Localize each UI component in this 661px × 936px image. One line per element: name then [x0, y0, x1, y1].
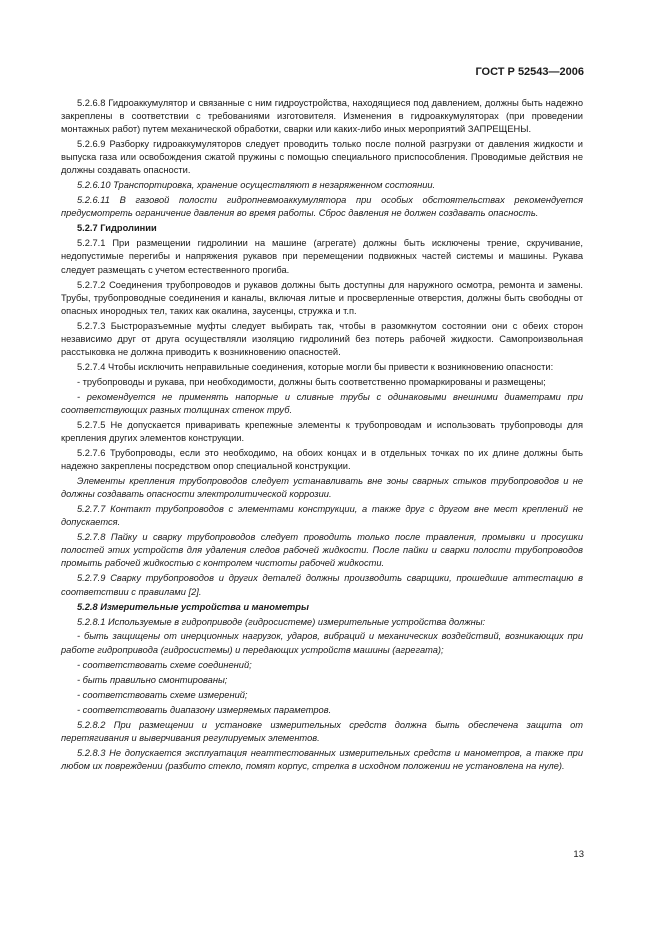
- paragraph: 5.2.8.2 При размещении и установке измерительных средств должна быть обеспечена защита от перетягивания и выверчивания регулируемых элементов.: [61, 719, 583, 743]
- paragraph: 5.2.7.8 Пайку и сварку трубопроводов следует проводить только после травления, промывки и просушки полостей этих устройств для удаления следов рабочей жидкости. После пайки и сварки полости трубопроводов промыть рабочей жидкостью с контролем чистоты рабочей жидкости.: [61, 532, 583, 569]
- paragraph: - соответствовать схеме измерений;: [77, 689, 248, 700]
- paragraph: 5.2.7.6 Трубопроводы, если это необходимо, на обоих концах и в отдельных точках по их длине должны быть надежно закреплены посредством опор специальной конструкции.: [61, 448, 583, 472]
- paragraph: - быть правильно смонтированы;: [77, 674, 228, 685]
- paragraph: 5.2.7.7 Контакт трубопроводов с элементами конструкции, а также друг с другом вне мест креплений не допускается.: [61, 504, 583, 528]
- paragraph: 5.2.7.4 Чтобы исключить неправильные соединения, которые могли бы привести к возникновению опасности:: [77, 361, 554, 372]
- paragraph: - быть защищены от инерционных нагрузок, ударов, вибраций и механических воздействий, возникающих при работе гидропривода (гидросистемы) и передающих устройств машины (агрегата);: [61, 631, 583, 655]
- page-number: 13: [573, 849, 584, 860]
- paragraph: 5.2.7.2 Соединения трубопроводов и рукавов должны быть доступны для наружного осмотра, ремонта и замены. Трубы, трубопроводные соединения и каналы, включая литые и просверленные отверстия, должны быть свободны от опасных инородных тел, таких как окалина, заусенцы, стружка и т.п.: [61, 279, 583, 316]
- paragraph: 5.2.6.11 В газовой полости гидропневмоаккумулятора при особых обстоятельствах рекомендуется предусмотреть ограничение давления во время работы. Сброс давления не должен создавать опасность.: [61, 195, 583, 219]
- paragraph: - соответствовать схеме соединений;: [77, 659, 252, 670]
- paragraph: 5.2.7.9 Сварку трубопроводов и других деталей должны производить сварщики, прошедшие аттестацию в соответствии с правилами [2].: [61, 573, 583, 597]
- document-id: ГОСТ Р 52543—2006: [475, 66, 584, 78]
- section-heading: 5.2.7 Гидролинии: [77, 223, 157, 234]
- paragraph: - трубопроводы и рукава, при необходимости, должны быть соответственно промаркированы и размещены;: [77, 376, 546, 387]
- paragraph: 5.2.7.1 При размещении гидролинии на машине (агрегате) должны быть исключены трение, скручивание, недопустимые перегибы и напряжения рукавов при перемещении подвижных частей системы и машины. Рукава следует размещать с учетом естественного прогиба.: [61, 238, 583, 275]
- paragraph: - соответствовать диапазону измеряемых параметров.: [77, 704, 332, 715]
- section-heading: 5.2.8 Измерительные устройства и манометры: [77, 601, 309, 612]
- paragraph: 5.2.6.10 Транспортировка, хранение осуществляют в незаряженном состоянии.: [77, 180, 436, 191]
- paragraph: 5.2.8.3 Не допускается эксплуатация неаттестованных измерительных средств и манометров, а также при любом их повреждении (разбито стекло, помят корпус, стрелка в исходном положении не установлена на нуле).: [61, 747, 583, 771]
- paragraph: 5.2.6.9 Разборку гидроаккумуляторов следует проводить только после полной разгрузки от давления жидкости и выпуска газа или освобождения сжатой пружины с помощью специального приспособления. Проводимые действия не должны создавать опасности.: [61, 139, 583, 176]
- paragraph: 5.2.7.3 Быстроразъемные муфты следует выбирать так, чтобы в разомкнутом состоянии они с обеих сторон независимо друг от друга осуществляли изоляцию гидролиний без потерь рабочей жидкости. Самопроизвольная расстыковка не должна приводить к возникновению опасностей.: [61, 320, 583, 357]
- paragraph: 5.2.6.8 Гидроаккумулятор и связанные с ним гидроустройства, находящиеся под давлением, должны быть надежно закреплены в соответствии с требованиями изготовителя. Изменения в гидроаккумуляторах (при проведении монтажных работ) путем механической обработки, сварки или каких-либо иных мероприятий ЗАПРЕЩЕНЫ.: [61, 98, 583, 135]
- paragraph: 5.2.8.1 Используемые в гидроприводе (гидросистеме) измерительные устройства должны:: [77, 616, 486, 627]
- paragraph: 5.2.7.5 Не допускается приваривать крепежные элементы к трубопроводам и использовать трубопроводы для крепления других элементов конструкции.: [61, 419, 583, 444]
- paragraph: Элементы крепления трубопроводов следует устанавливать вне зоны сварных стыков трубопроводов и не должны создавать опасности электролитической коррозии.: [61, 476, 583, 500]
- paragraph: - рекомендуется не применять напорные и сливные трубы с одинаковыми внешними диаметрами при соответствующих разных толщинах стенок труб.: [61, 391, 583, 415]
- document-body: [61, 97, 583, 775]
